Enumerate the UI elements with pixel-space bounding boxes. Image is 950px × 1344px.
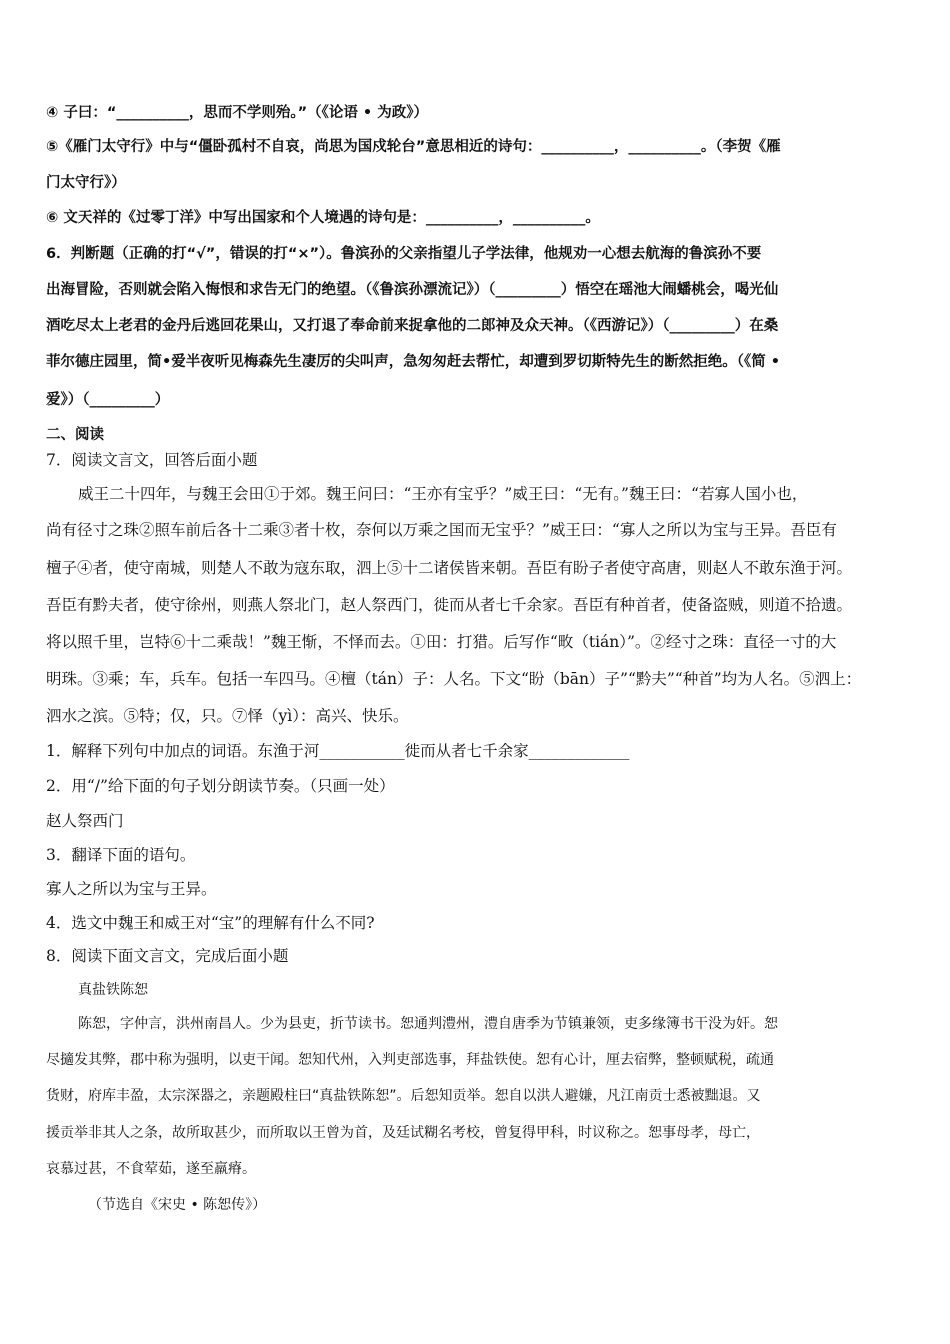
passage-8-source: （节选自《宋史 • 陈恕传》）: [88, 1197, 267, 1213]
passage-7-line: 尚有径寸之珠②照车前后各十二乘③者十枚，奈何以万乘之国而无宝乎？”威王曰：“寡人之所以为宝与王异。吾臣有: [46, 521, 837, 539]
question-7-1: 1．解释下列句中加点的词语。东渔于河___________徙而从者七千余家_____________: [46, 742, 630, 760]
passage-7-line: 泗水之滨。⑤特；仅，只。⑦怿（yì）：高兴、快乐。: [46, 707, 409, 725]
question-8-heading: 8．阅读下面文言文，完成后面小题: [46, 947, 289, 965]
passage-7-line: 檀子④者，使守南城，则楚人不敢为寇东取，泗上⑤十二诸侯皆来朝。吾臣有盼子者使守高唐，则赵人不敢东渔于河。: [46, 559, 853, 577]
question-7-3: 3．翻译下面的语句。: [46, 846, 196, 864]
fill-blank-6: ⑥ 文天祥的《过零丁洋》中写出国家和个人境遇的诗句是：__________，__________。: [46, 210, 600, 226]
passage-7-line: 吾臣有黔夫者，使守徐州，则燕人祭北门，赵人祭西门，徙而从者七千余家。吾臣有种首者，使备盗贼，则道不拾遗。: [46, 596, 853, 614]
question-7-2-sentence: 赵人祭西门: [46, 812, 124, 830]
fill-blank-5-cont: 门太守行》）: [46, 175, 126, 191]
passage-8-line: 尽擿发其弊，郡中称为强明，以吏干闻。恕知代州，入判吏部选事，拜盐铁使。恕有心计，厘去宿弊，整顿赋税，疏通: [46, 1052, 774, 1068]
passage-8-title: 真盐铁陈恕: [78, 982, 148, 998]
question-7-3-sentence: 寡人之所以为宝与王异。: [46, 880, 217, 898]
passage-7-line: 将以照千里，岂特⑥十二乘哉！”魏王惭，不怿而去。①田：打猎。后写作“畋（tián）”。②经寸之珠：直径一寸的大: [46, 633, 837, 651]
question-6: 6．判断题（正确的打“√”，错误的打“×”）。鲁滨孙的父亲指望儿子学法律，他规劝一心想去航海的鲁滨孙不要: [46, 246, 762, 262]
passage-7-line: 威王二十四年，与魏王会田①于郊。魏王问曰：“王亦有宝乎？”威王曰：“无有。”魏王曰：“若寡人国小也，: [78, 485, 808, 503]
question-7-heading: 7．阅读文言文，回答后面小题: [46, 451, 258, 469]
passage-8-line: 货财，府库丰盈，太宗深器之，亲题殿柱曰“真盐铁陈恕”。后恕知贡举。恕自以洪人避嫌，凡江南贡士悉被黜退。又: [46, 1088, 761, 1104]
passage-8-line: 陈恕，字仲言，洪州南昌人。少为县吏，折节读书。恕通判澧州，澧自唐季为节镇兼领，吏多缘簿书干没为奸。恕: [78, 1016, 778, 1032]
fill-blank-5: ⑤《雁门太守行》中与“僵卧孤村不自哀，尚思为国戍轮台”意思相近的诗句：__________，__________。（李贺《雁: [46, 139, 781, 155]
passage-7-line: 明珠。③乘；车，兵车。包括一车四马。④檀（tán）子：人名。下文“盼（bān）子”“黔夫”“种首”均为人名。⑤泗上：: [46, 670, 862, 688]
passage-8-line: 哀慕过甚，不食荤茹，遂至羸瘠。: [46, 1161, 256, 1177]
passage-8-line: 援贡举非其人之条，故所取甚少，而所取以王曾为首，及廷试糊名考校，曾复得甲科，时议称之。恕事母孝，母亡，: [46, 1125, 760, 1141]
question-6-line: 爱》）（_________）: [46, 392, 170, 408]
fill-blank-4: ④ 子曰：“__________，思而不学则殆。”（《论语 • 为政》）: [46, 105, 428, 121]
question-6-line: 酒吃尽太上老君的金丹后逃回花果山，又打退了奉命前来捉拿他的二郎神及众天神。（《西游记》）（_________）在桑: [46, 318, 779, 334]
question-7-4: 4．选文中魏王和威王对“宝”的理解有什么不同?: [46, 914, 375, 932]
question-6-line: 菲尔德庄园里，简•爱半夜听见梅森先生凄厉的尖叫声，急匆匆赶去帮忙，却遭到罗切斯特先生的断然拒绝。（《简 •: [46, 354, 781, 370]
question-7-2: 2．用“/”给下面的句子划分朗读节奏。（只画一处）: [46, 777, 395, 795]
question-6-line: 出海冒险，否则就会陷入悔恨和求告无门的绝望。（《鲁滨孙漂流记》）（_________）悟空在瑶池大闹蟠桃会，喝光仙: [46, 282, 779, 298]
section-heading-reading: 二、阅读: [46, 427, 104, 443]
